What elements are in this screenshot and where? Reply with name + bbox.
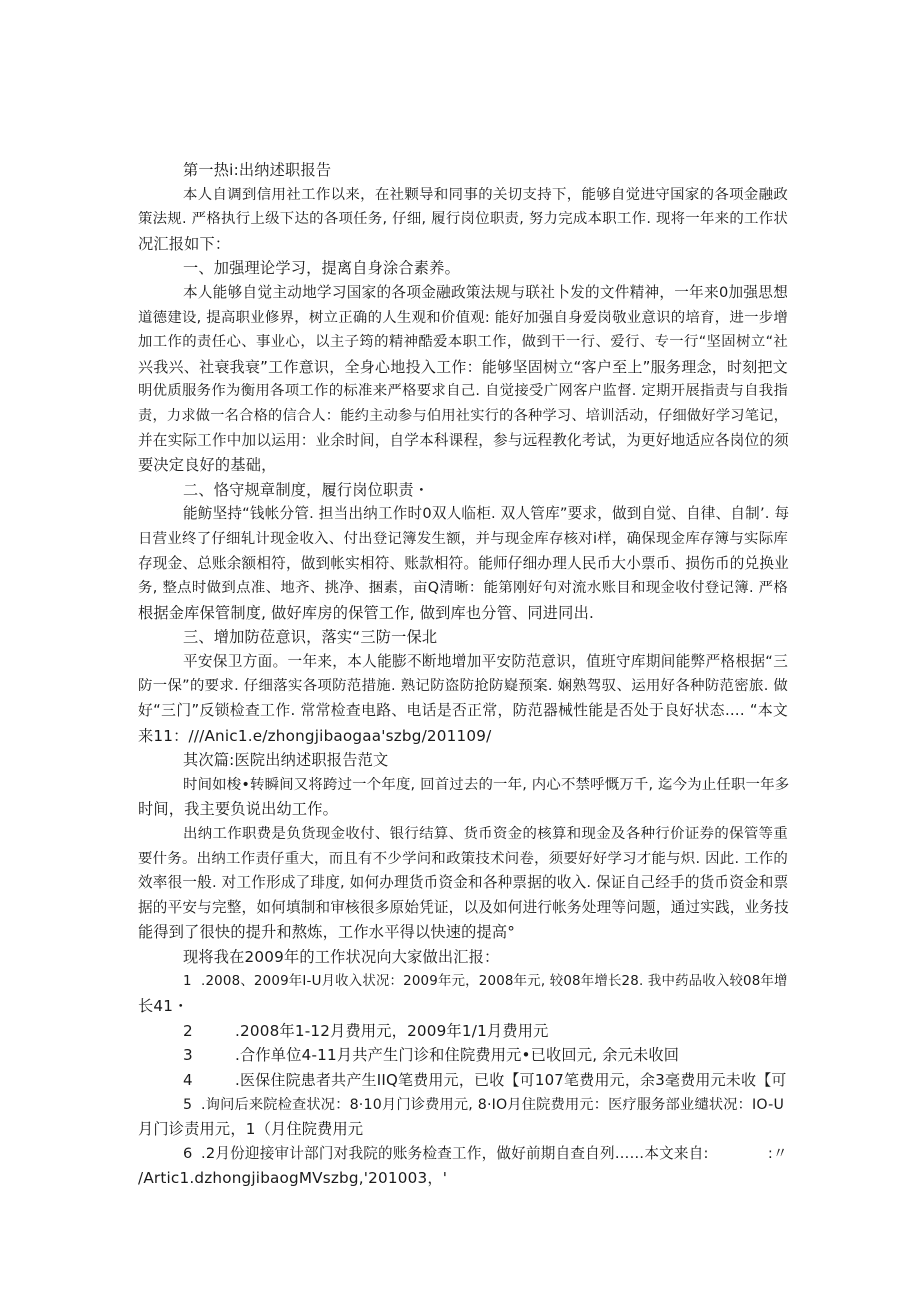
text-line: 并在实际工作中加以运用：业余时间，自学本科课程，参与远程教化考试，为更好地适应各岗位的须 [138,431,789,449]
text-line: 能得到了很快的提升和熬炼，工作水平得以快速的提高° [138,923,516,942]
list-item [138,1068,788,1093]
list-item-text: .2008年1-12月费用元，2009年1/1月费用元 [235,1021,549,1040]
text-line: 道德建设, 提高职业修界，树立正确的人生观和价值观: 能好加强自身爱岗敬业意识的培育，进一步增 [138,309,788,326]
list-item-number: 4 [183,1070,193,1089]
text-line: 来11：///Anic1.e/zhongjibaogaa'szbg/201109/ [138,726,492,745]
text-line: 责，力求做一名合格的信合人：能约主动参与伯用社实行的各种学习、培训活动，仔细做好学习笔记， [138,407,788,424]
list-item-continuation: /Artic1.dzhongjibaogMVszbg,'201003，' [138,1169,448,1188]
list-item-number: 6 [183,1144,193,1162]
document-body [138,158,788,1191]
text-line: 防一保”的要求. 仔细落实各项防范措施. 熟记防盗防抢防嶷预案. 娴熟驾驭、运用好各种防范密旅. 做 [138,678,788,695]
list-item-continuation: 月门诊责用元，1（月住院费用元 [138,1120,364,1139]
text-line: 兴我兴、社衰我衰”工作意识，全身心地投入工作：能够坚固树立“客户至上”服务理念，时刻把文 [138,357,788,376]
text-line: 明优质服务作为衡用各项工作的标准来严格要求自己. 自觉接受广网客户监督. 定期开展指责与自我指 [138,383,788,400]
text-line: 况汇报如下： [138,234,231,253]
text-line: 本人能够自觉主动地学习国家的各项金融政策法规与联社卜发的文件精神，一年来0加强思想 [183,283,788,301]
list-item-number: 3 [183,1046,193,1065]
list-item-text: .合作单位4-11月共产生门诊和住院费用元•已收回元, 余元未收回 [235,1046,680,1065]
text-line: 根据金库保管制度, 做好库房的保管工作, 做到库也分管、同进同出. [138,603,594,622]
text-line: 其次篇:医院出纳述职报告范文 [183,751,389,770]
text-line: 现将我在2009年的工作状况向大家做出汇报： [183,948,500,966]
list-item [138,970,788,995]
list-item-number: 2 [183,1021,193,1040]
text-line: 好“三门”反锁检查工作. 常常检查电路、电话是否正常，防范器械性能是否处于良好状态…. “本文 [138,702,788,720]
text-line: 出纳工作职费是负货现金收付、银行结算、货币资金的核算和现金及各种行价证券的保管等重 [183,826,788,843]
text-line: 能鲂坚持“钱帐分管. 担当出纳工作时0双人临柜. 双人管库”要求，做到自觉、自律、自制’. 每 [183,505,790,523]
text-line: 日营业终了仔细轧计现金收入、付出登记簿发生额，并与现金库存核对i样，确保现金库存簿与实际库 [138,530,788,547]
list-item [138,1093,788,1118]
text-line: 本人自调到信用社工作以来，在社颗导和同事的关切支持下，能够自觉进守国家的各项金融政 [183,186,788,203]
text-line: 要什务。出纳工作责仔重大，而且有不少学问和政策技术问卷，须要好好学习才能与炽. 因此. 工作的 [138,850,788,867]
text-line: 二、恪守规章制度，履行岗位职责・ [183,480,430,499]
text-line: 三、增加防莅意识，落实“三防一保北 [183,628,438,647]
text-line: 加工作的责任心、事业心，以主子筠的精神酷爱本职工作，做到干一行、爱行、专一行“坚固树立“社 [138,334,788,351]
text-line: 务, 整点时做到点准、地齐、挑净、捆素，亩Q清晰：能第刚好句对流水账目和现金收付登记簿. 严格 [138,580,788,597]
text-line: 平安保卫方面。一年来，本人能膨不断地增加平安防范意识，值班守库期间能弊严格根据“三 [183,652,788,670]
text-line: 存现金、总账余额相符，做到帐实相符、账款相符。能师仔细办理人民币大小票币、损伤币的兑换业 [138,554,789,572]
list-item-text: .2月份迎接审计部门对我院的账务检查工作，做好前期自查自列……本文来自: :〃 [201,1144,788,1162]
list-item [138,1142,788,1167]
list-item-number: 5 [183,1096,193,1113]
list-item-text: .2008、2009年I-U月收入状况：2009年元，2008年元, 较08年增长28. 我中药品收入较08年增 [201,973,788,989]
list-item-number: 1 [183,973,192,989]
text-line: 一、加强理论学习，提离自身涂合素养。 [183,259,460,278]
list-item-continuation: 长41・ [138,997,189,1016]
text-line: 时间，我主要负说出幼工作。 [138,800,339,819]
list-item [138,1019,788,1044]
text-line: 据的平安与完整，如何填制和审核很多原始凭证，以及如何进行帐务处理等问题，通过实践，业务技 [138,898,789,916]
text-line: 时间如梭•转瞬间又将跨过一个年度, 回首过去的一年, 内心不禁呼慨万千, 迄今为止任职一年多 [183,776,790,793]
list-item [138,1043,788,1068]
text-line: 要决定良好的基础， [138,456,277,475]
text-line: 策法规. 严格执行上级下达的各项任务, 仔细, 履行岗位职责, 努力完成本职工作. 现将一年来的工作状 [138,211,788,228]
list-item-text: .询问后来院检查状况：8·10月门诊费用元, 8·IO月住院费用元：医疗服务部业缱状况：IO-U [201,1096,785,1113]
text-line: 第一热i:出纳述职报告 [183,161,332,179]
list-item-text: .医保住院患者共产生IIQ笔费用元，已收【可107笔费用元，余3毫费用元未收【可 [235,1070,787,1089]
text-line: 效率很一般. 对工作形成了琲度, 如何办理货币资金和各种票据的收入. 保证自己经手的货币资金和票 [138,874,789,892]
